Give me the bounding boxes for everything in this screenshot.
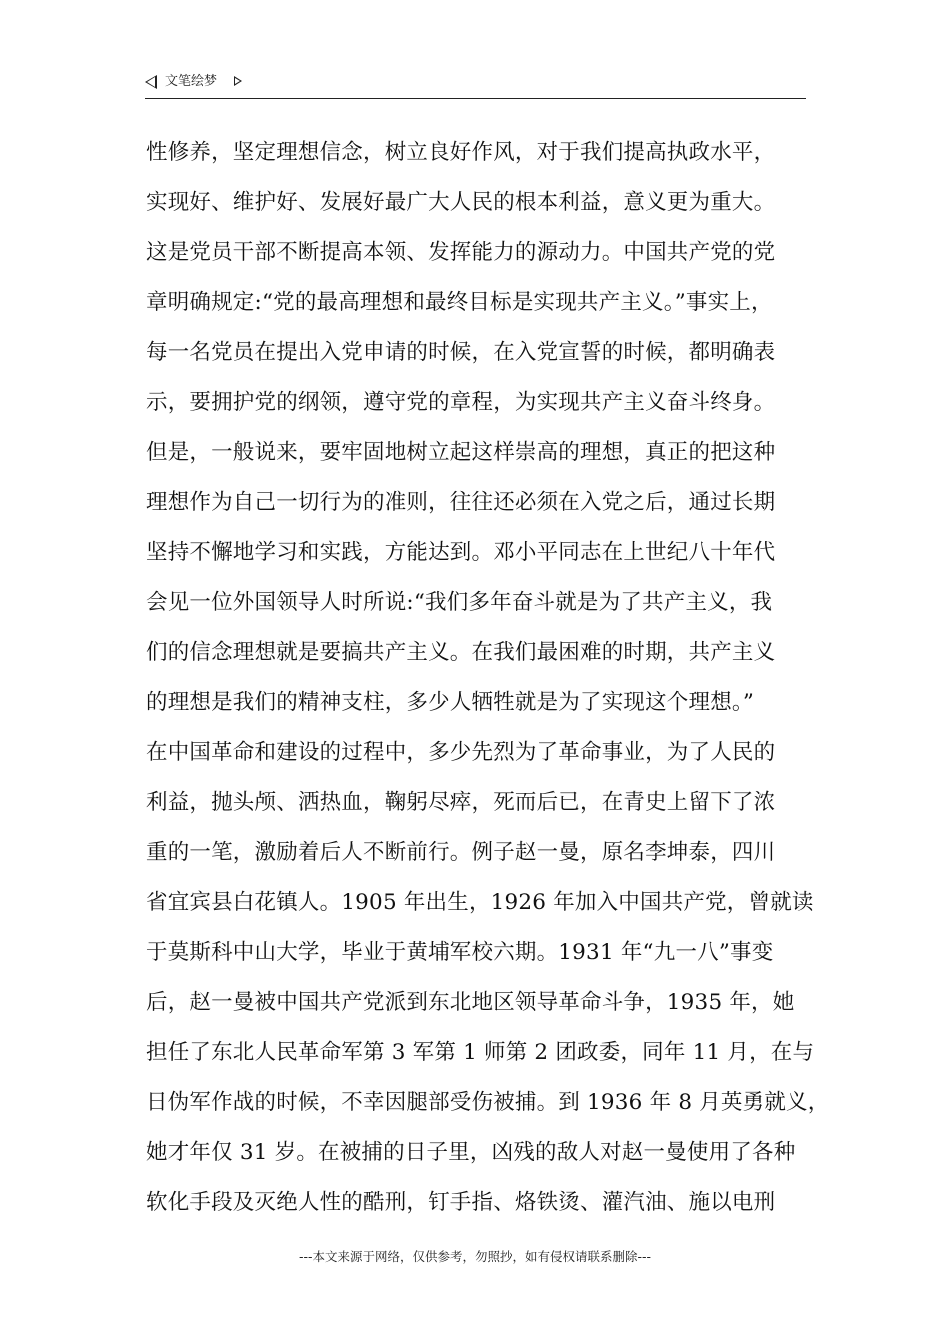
text-line: 利益，抛头颅、洒热血，鞠躬尽瘁，死而后已，在青史上留下了浓 [146,790,776,815]
header-title: 文笔绘梦 [165,74,218,89]
page-footer: ---本文来源于网络，仅供参考，勿照抄，如有侵权请联系删除--- [298,1249,652,1264]
text-line: 理想作为自己一切行为的准则，往往还必须在入党之后，通过长期 [146,490,776,515]
text-line: 会见一位外国领导人时所说:“我们多年奋斗就是为了共产主义，我 [146,590,773,615]
text-line: 的理想是我们的精神支柱，多少人牺牲就是为了实现这个理想。” [146,690,755,715]
text-line: 后，赵一曼被中国共产党派到东北地区领导革命斗争，1935 年，她 [146,990,795,1015]
text-line: 性修养，坚定理想信念，树立良好作风，对于我们提高执政水平， [146,140,776,165]
triangle-right-icon [234,76,242,86]
text-line: 于莫斯科中山大学，毕业于黄埔军校六期。1931 年“九一八”事变 [146,940,774,965]
text-line: 软化手段及灭绝人性的酷刑，钉手指、烙铁烫、灌汽油、施以电刑 [146,1190,776,1215]
text-line: 们的信念理想就是要搞共产主义。在我们最困难的时期，共产主义 [146,640,776,665]
text-line: 日伪军作战的时候，不幸因腿部受伤被捕。到 1936 年 8 月英勇就义， [146,1090,830,1115]
text-line: 在中国革命和建设的过程中，多少先烈为了革命事业，为了人民的 [146,740,776,765]
document-body [146,128,830,1228]
text-line: 她才年仅 31 岁。在被捕的日子里，凶残的敌人对赵一曼使用了各种 [146,1140,796,1165]
page-header [145,72,806,99]
text-line: 担任了东北人民革命军第 3 军第 1 师第 2 团政委，同年 11 月，在与 [146,1040,815,1065]
text-line: 这是党员干部不断提高本领、发挥能力的源动力。中国共产党的党 [146,240,776,265]
text-line: 但是，一般说来，要牢固地树立起这样崇高的理想，真正的把这种 [146,440,776,465]
triangle-left-icon [145,75,157,89]
text-line: 实现好、维护好、发展好最广大人民的根本利益，意义更为重大。 [146,190,776,215]
text-line: 省宜宾县白花镇人。1905 年出生，1926 年加入中国共产党，曾就读 [146,890,814,915]
text-line: 示，要拥护党的纲领，遵守党的章程，为实现共产主义奋斗终身。 [146,390,776,415]
text-line: 章明确规定:“党的最高理想和最终目标是实现共产主义。”事实上， [146,290,773,315]
text-line: 坚持不懈地学习和实践，方能达到。邓小平同志在上世纪八十年代 [146,540,776,565]
text-line: 每一名党员在提出入党申请的时候，在入党宣誓的时候，都明确表 [146,340,776,365]
text-line: 重的一笔，激励着后人不断前行。例子赵一曼，原名李坤泰，四川 [146,840,776,865]
